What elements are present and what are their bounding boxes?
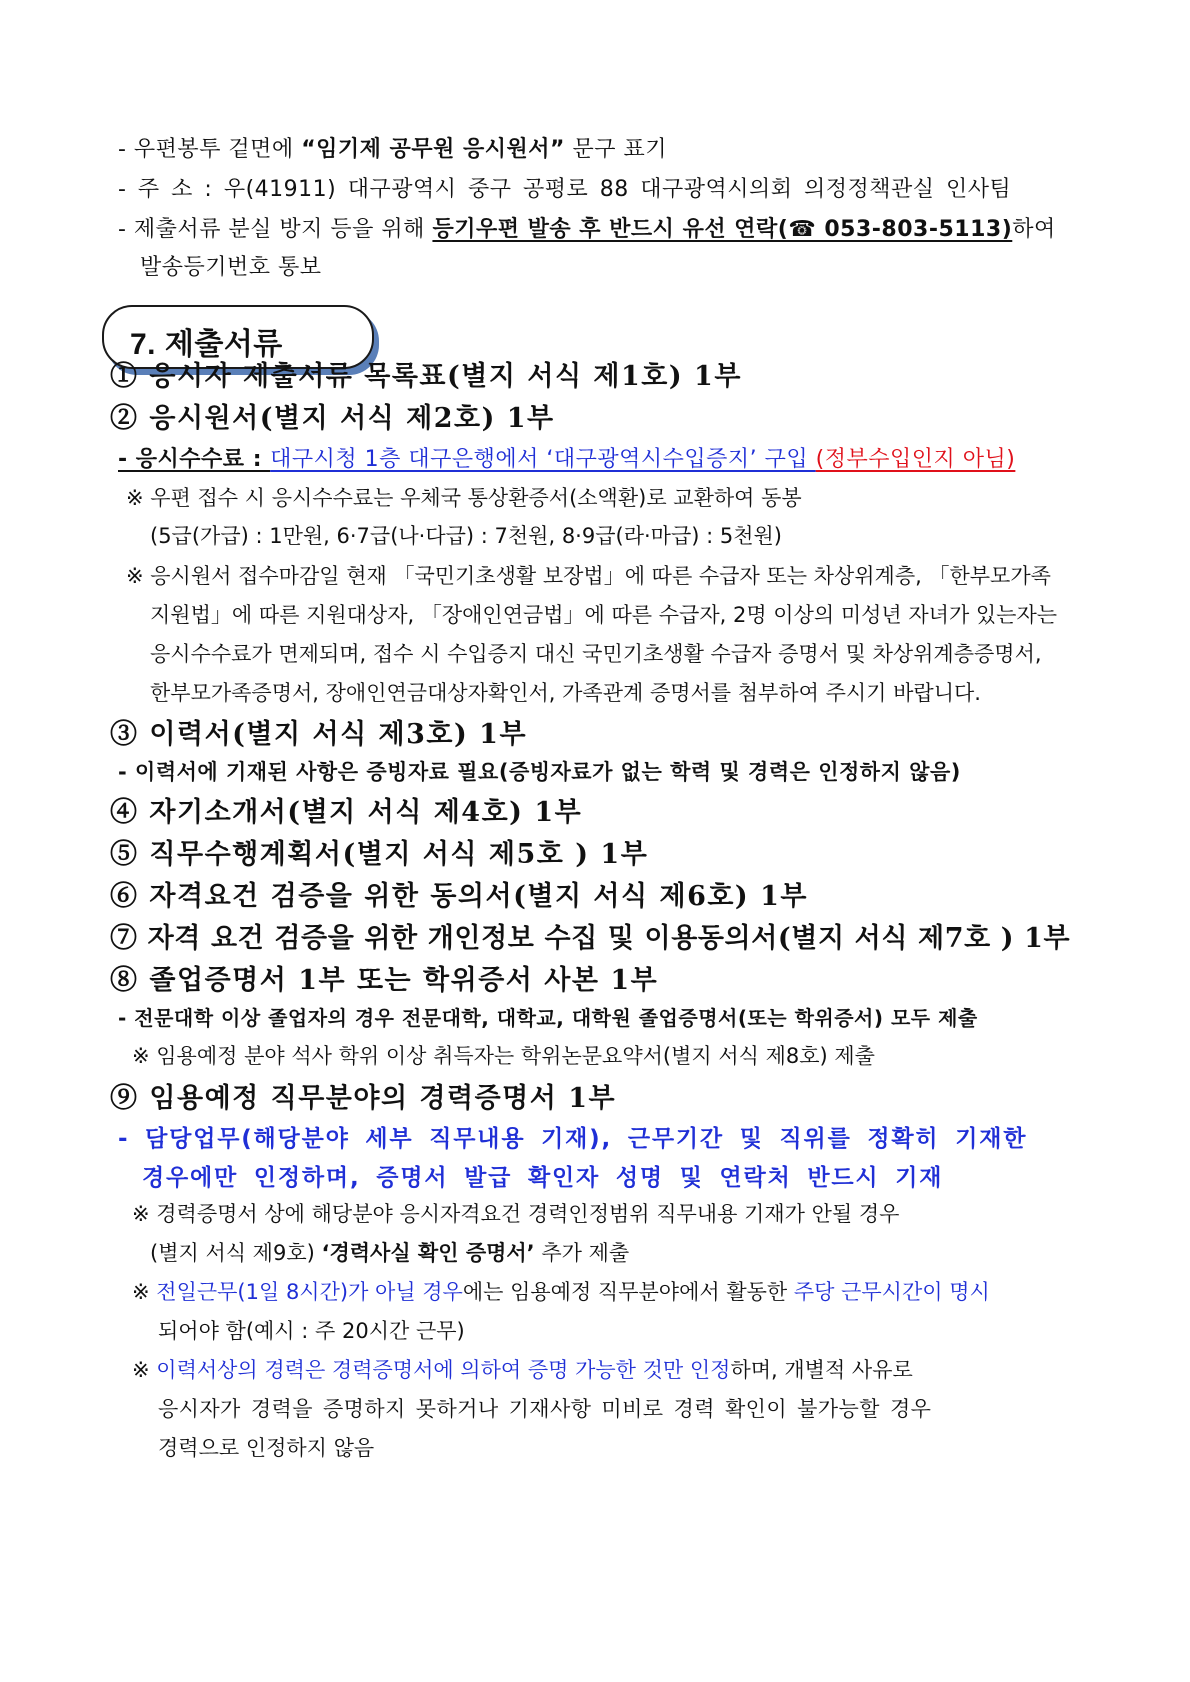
fee-line: - 응시수수료 : 대구시청 1층 대구은행에서 ‘대구광역시수입증지’ 구입 (정부수입인지 아님) [118,447,1016,472]
item-7: ⑦ 자격 요건 검증을 위한 개인정보 수집 및 이용동의서(별지 서식 제7호 ) 1부 [110,923,1071,954]
postal-notify-line: 발송등기번호 통보 [140,255,322,280]
fee-note-1-line-2: (5급(가급) : 1만원, 6·7급(나·다급) : 7천원, 8·9급(라·마급) : 5천원) [150,524,782,548]
item-8-sub: - 전문대학 이상 졸업자의 경우 전문대학, 대학교, 대학원 졸업증명서(또는 학위증서) 모두 제출 [118,1006,978,1030]
item-4: ④ 자기소개서(별지 서식 제4호) 1부 [110,797,583,828]
fee-note-2-line-3: 응시수수료가 면제되며, 접수 시 수입증지 대신 국민기초생활 수급자 증명서 및 차상위계층증명서, [150,642,1042,666]
item-1: ① 응시자 제출서류 목록표(별지 서식 제1호) 1부 [110,361,742,392]
item-9-note-2-line-1: ※ 전일근무(1일 8시간)가 아닐 경우에는 임용예정 직무분야에서 활동한 주당 근무시간이 명시 [132,1280,990,1304]
item-8-note: ※ 임용예정 분야 석사 학위 이상 취득자는 학위논문요약서(별지 서식 제8호) 제출 [132,1044,875,1068]
item-8: ⑧ 졸업증명서 1부 또는 학위증서 사본 1부 [110,965,659,996]
item-9-note-3-line-1: ※ 이력서상의 경력은 경력증명서에 의하여 증명 가능한 것만 인정하며, 개별적 사유로 [132,1358,913,1382]
postal-envelope-line: - 우편봉투 겉면에 “임기제 공무원 응시원서” 문구 표기 [118,137,667,162]
postal-address-line: - 주 소 : 우(41911) 대구광역시 중구 공평로 88 대구광역시의회 의정정책관실 인사팀 [118,177,1012,202]
item-3-sub: - 이력서에 기재된 사항은 증빙자료 필요(증빙자료가 없는 학력 및 경력은 인정하지 않음) [118,760,961,784]
item-9-note-2-line-2: 되어야 함(예시 : 주 20시간 근무) [158,1319,465,1343]
fee-note-2-line-1: ※ 응시원서 접수마감일 현재 「국민기초생활 보장법」에 따른 수급자 또는 차상위계층, 「한부모가족 [126,564,1051,588]
section-title: 7. 제출서류 [130,328,283,361]
item-2: ② 응시원서(별지 서식 제2호) 1부 [110,403,555,434]
postal-registered-line: - 제출서류 분실 방지 등을 위해 등기우편 발송 후 반드시 유선 연락(☎ 053-803-5113)하여 [118,217,1056,242]
fee-note-1-line-1: ※ 우편 접수 시 응시수수료는 우체국 통상환증서(소액환)로 교환하여 동봉 [126,486,802,510]
item-9-sub-line-1: - 담당업무(해당분야 세부 직무내용 기재), 근무기간 및 직위를 정확히 기재한 [118,1126,1028,1152]
item-9-note-1-line-2: (별지 서식 제9호) ‘경력사실 확인 증명서’ 추가 제출 [150,1241,630,1265]
item-9-note-3-line-3: 경력으로 인정하지 않음 [158,1436,375,1460]
fee-note-2-line-2: 지원법」에 따른 지원대상자, 「장애인연금법」에 따른 수급자, 2명 이상의 미성년 자녀가 있는자는 [150,603,1058,627]
item-9-note-1-line-1: ※ 경력증명서 상에 해당분야 응시자격요건 경력인정범위 직무내용 기재가 안될 경우 [132,1202,900,1226]
item-9: ⑨ 임용예정 직무분야의 경력증명서 1부 [110,1083,617,1114]
item-9-sub-line-2: 경우에만 인정하며, 증명서 발급 확인자 성명 및 연락처 반드시 기재 [142,1165,944,1191]
item-5: ⑤ 직무수행계획서(별지 서식 제5호 ) 1부 [110,839,649,870]
item-9-note-3-line-2: 응시자가 경력을 증명하지 못하거나 기재사항 미비로 경력 확인이 불가능할 경우 [158,1397,932,1421]
item-3: ③ 이력서(별지 서식 제3호) 1부 [110,719,528,750]
item-6: ⑥ 자격요건 검증을 위한 동의서(별지 서식 제6호) 1부 [110,881,808,912]
fee-note-2-line-4: 한부모가족증명서, 장애인연금대상자확인서, 가족관계 증명서를 첨부하여 주시기 바랍니다. [150,681,981,705]
